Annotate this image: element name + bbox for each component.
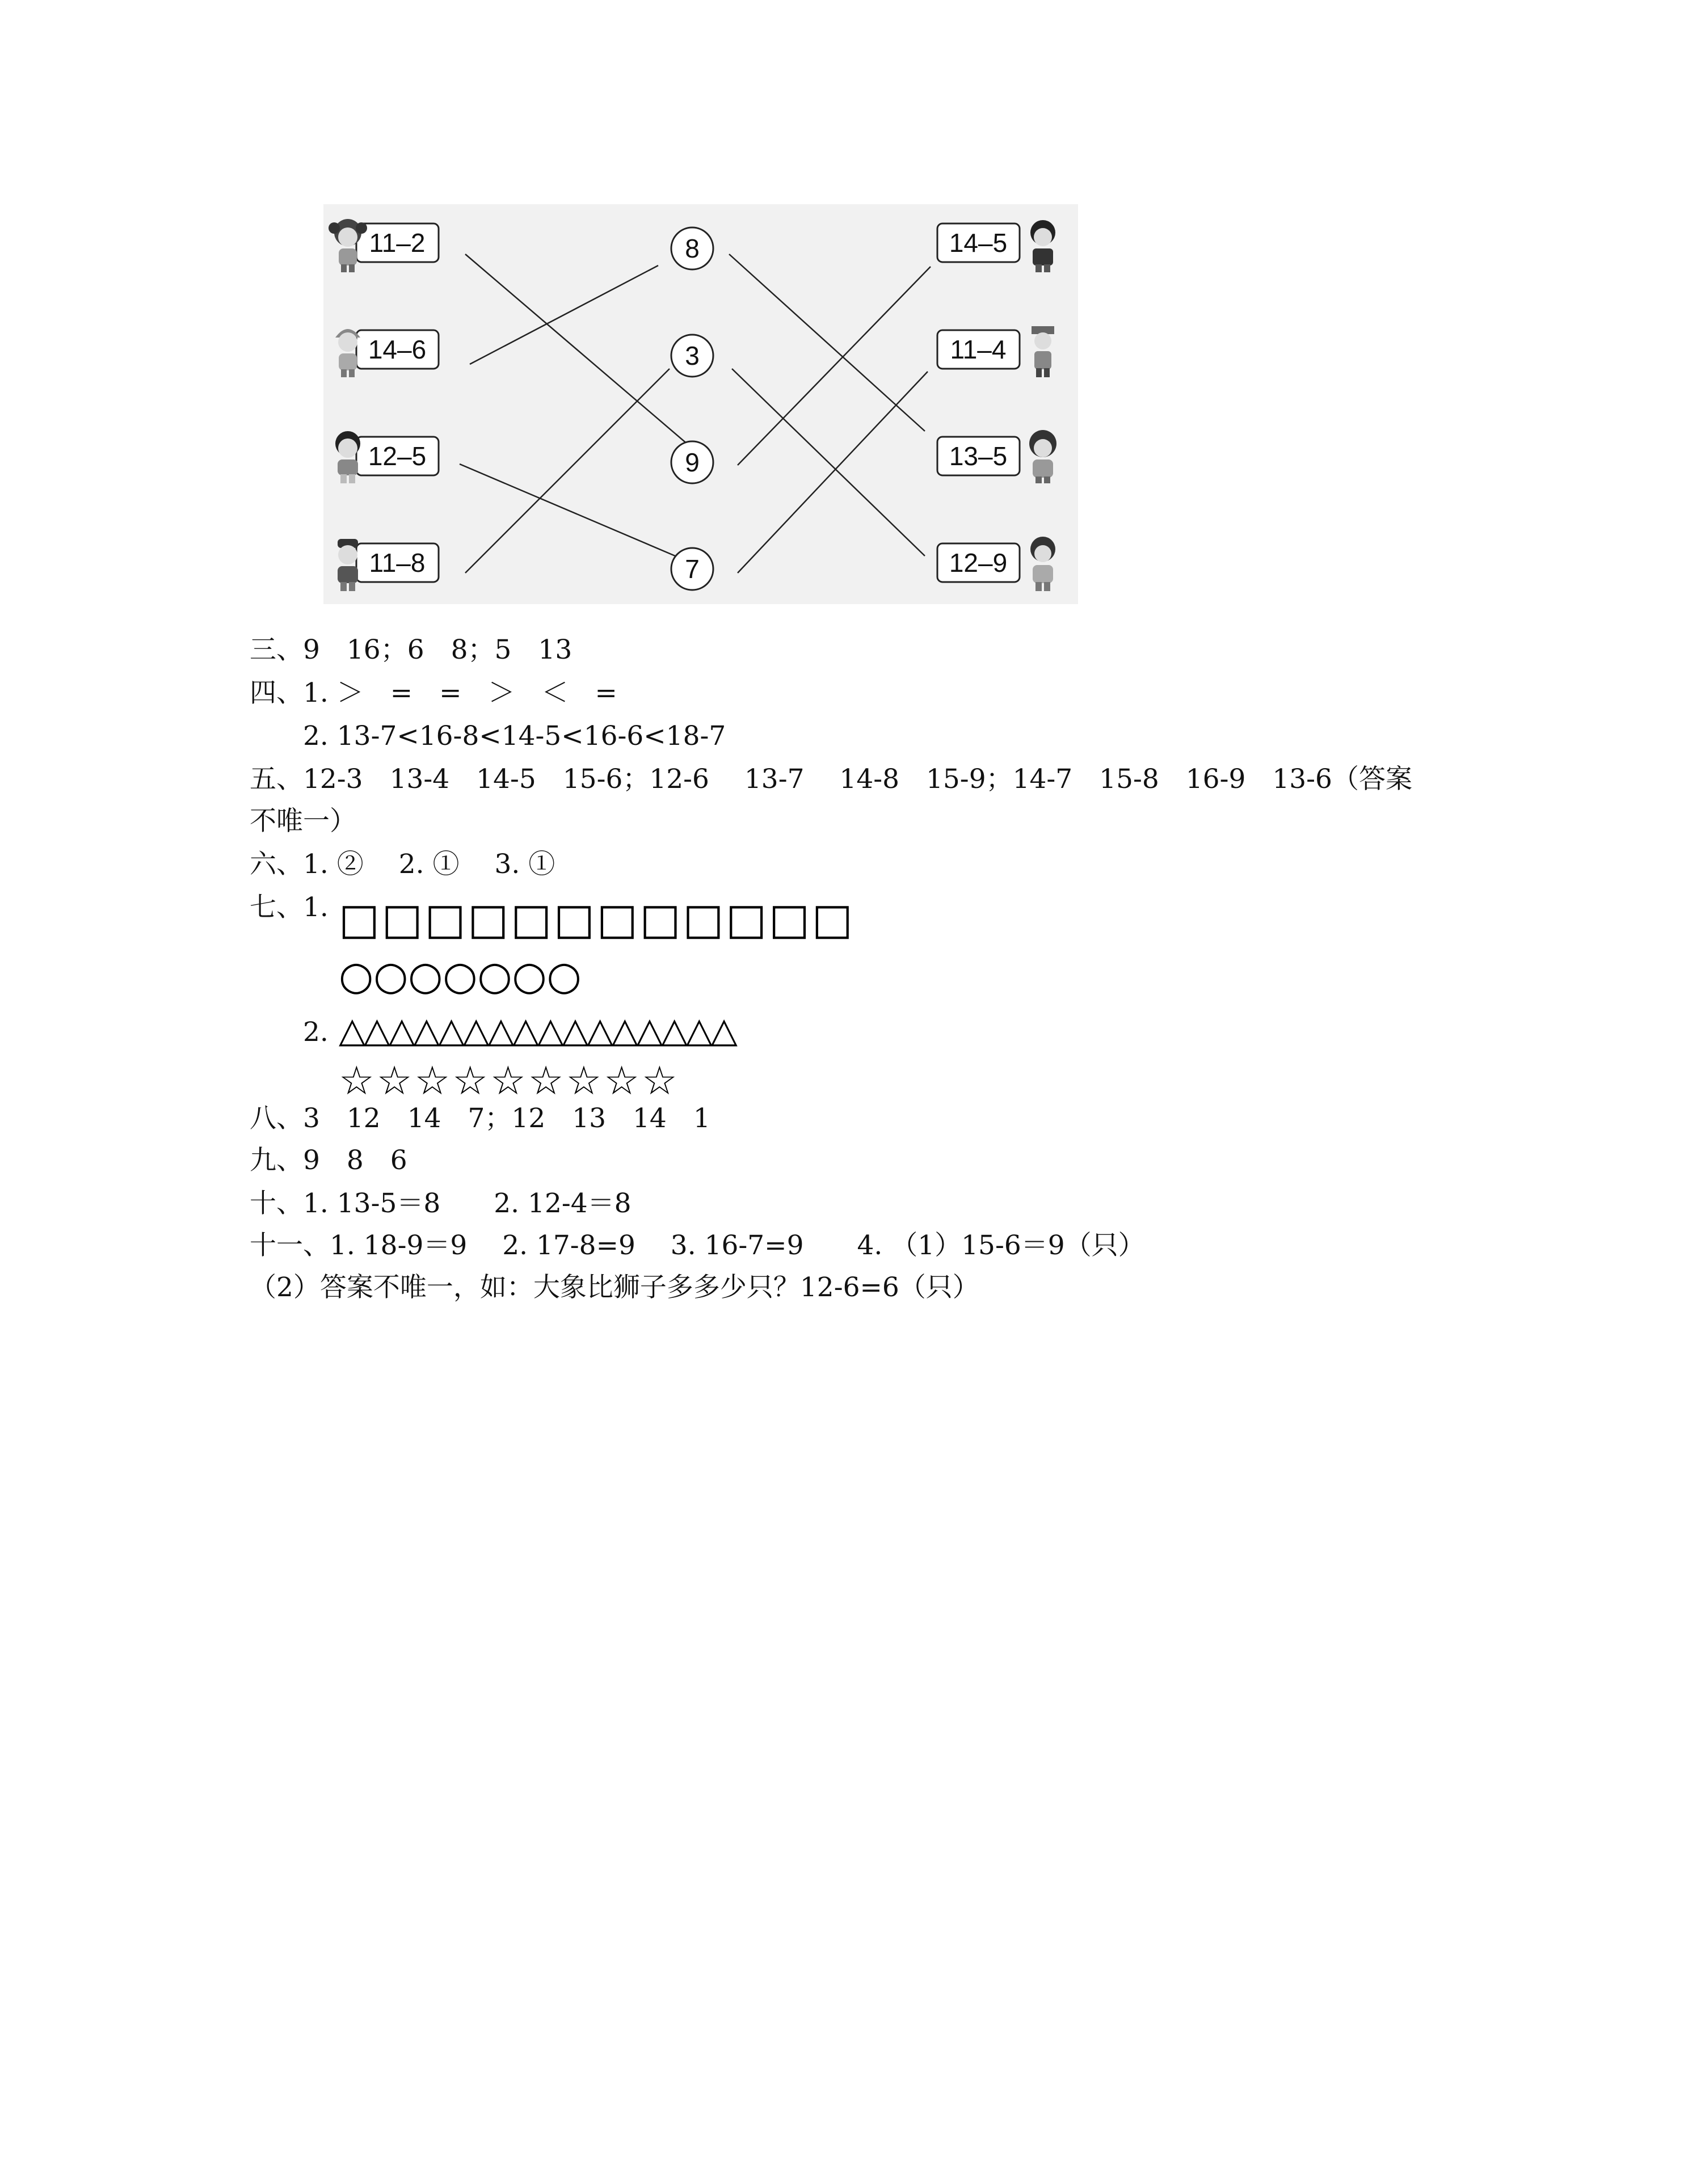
answer-10: 十、1. 13-5＝8 2. 12-4＝8 (250, 1188, 632, 1219)
expression-left-1: 11–2 (369, 228, 426, 258)
answer-11: 十一、1. 18-9＝9 2. 17-8=9 3. 16-7=9 4. （1）15-6＝9（只） (250, 1230, 1145, 1261)
answer-4-1: 四、1. ＞ = = ＞ ＜ = (250, 677, 617, 709)
answer-7-1-label: 七、1. (250, 892, 329, 923)
squares-row: □□□□□□□□□□□□ (339, 893, 855, 944)
circles-row: ○○○○○○○ (339, 952, 582, 999)
matching-diagram (289, 204, 1078, 613)
expression-left-4: 11–8 (369, 548, 426, 577)
answer-11-2: （2）答案不唯一，如：大象比狮子多多少只？12-6=6（只） (250, 1272, 979, 1303)
triangles-row: △△△△△△△△△△△△△△△△ (339, 1009, 735, 1051)
expression-left-2: 14–6 (368, 335, 427, 364)
answer-4-2: 2. 13-7<16-8<14-5<16-6<18-7 (250, 720, 726, 752)
expression-right-2: 11–4 (950, 335, 1007, 364)
expression-right-1: 14–5 (949, 228, 1008, 258)
number-middle-4: 7 (685, 554, 700, 584)
expression-right-3: 13–5 (949, 441, 1008, 471)
answer-9: 九、9 8 6 (250, 1145, 407, 1176)
answer-5-line2: 不唯一） (250, 806, 356, 837)
answer-7-2-label: 2. (250, 1017, 329, 1048)
answer-8: 八、3 12 14 7；12 13 14 1 (250, 1103, 710, 1134)
number-middle-2: 3 (685, 341, 700, 370)
expression-left-3: 12–5 (368, 441, 427, 471)
stars-row: ☆☆☆☆☆☆☆☆☆ (339, 1057, 680, 1104)
number-middle-3: 9 (685, 448, 700, 477)
number-middle-1: 8 (685, 234, 700, 263)
expression-right-4: 12–9 (949, 548, 1008, 577)
answer-5-line1: 五、12-3 13-4 14-5 15-6；12-6 13-7 14-8 15-9；14-7 15-8 16-9 13-6（答案 (250, 764, 1412, 795)
answer-6: 六、1. ② 2. ① 3. ① (250, 849, 555, 880)
answer-3: 三、9 16；6 8；5 13 (250, 634, 573, 665)
